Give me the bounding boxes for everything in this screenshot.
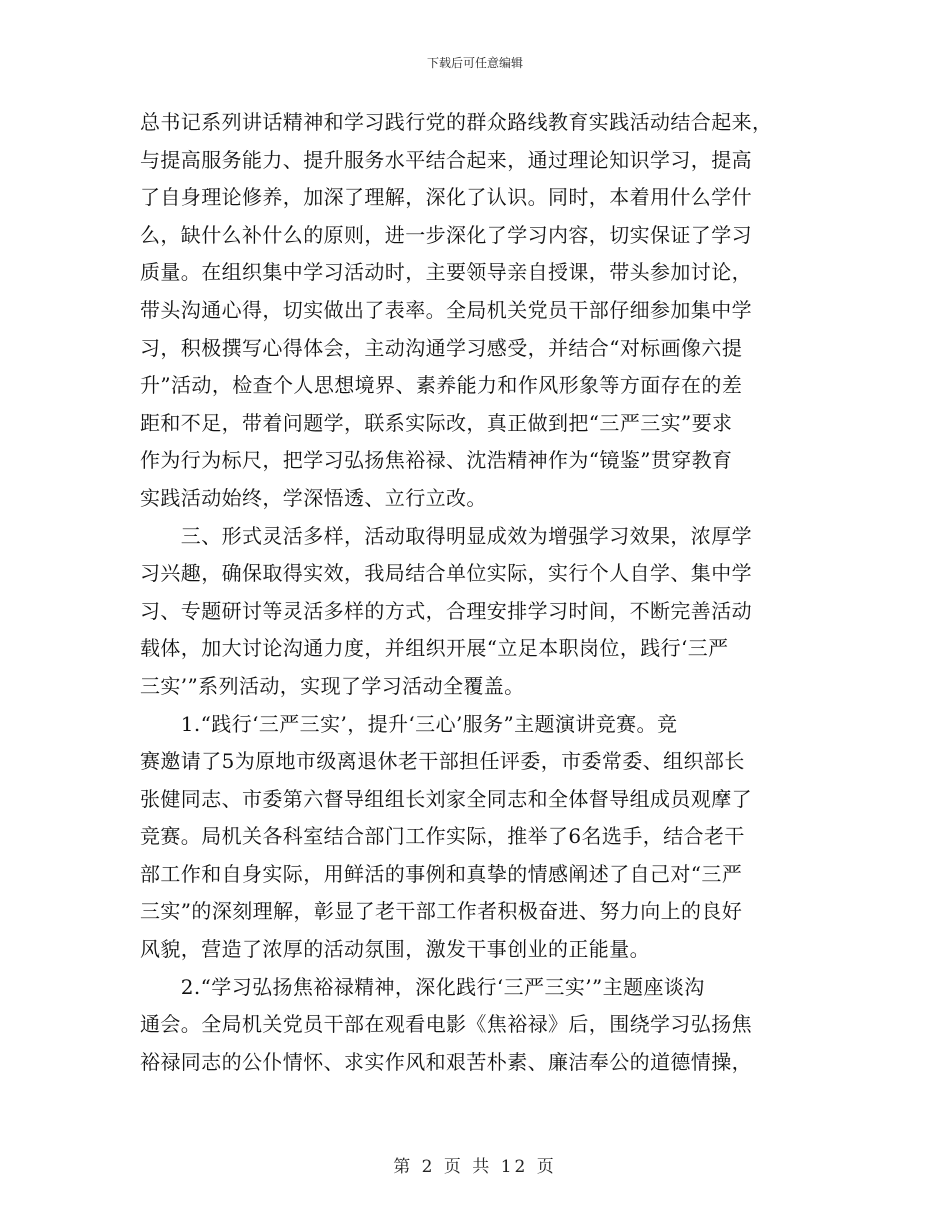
text-line: 风貌，营造了浓厚的活动氛围，激发干事创业的正能量。	[140, 937, 650, 962]
text-line: 作为行为标尺，把学习弘扬焦裕禄、沈浩精神作为“镜鉴”贯穿教育	[140, 448, 733, 473]
text-line: 距和不足，带着问题学，联系实际改，真正做到把“三严三实”要求	[140, 410, 733, 435]
text-line: 部工作和自身实际，用鲜活的事例和真挚的情感阐述了自己对“三严	[140, 861, 743, 886]
text-line: 三、形式灵活多样，活动取得明显成效为增强学习效果，浓厚学	[140, 523, 752, 548]
text-line: 竞赛。局机关各科室结合部门工作实际，推举了6名选手，结合老干	[140, 824, 745, 849]
text-line: 习兴趣，确保取得实效，我局结合单位实际，实行个人自学、集中学	[140, 561, 752, 586]
text-line: 载体，加大讨论沟通力度，并组织开展“立足本职岗位，践行‘三严	[140, 636, 729, 661]
text-line: 实践活动始终，学深悟透、立行立改。	[140, 485, 487, 510]
text-line: 总书记系列讲话精神和学习践行党的群众路线教育实践活动结合起来，	[140, 110, 773, 134]
text-line: 裕禄同志的公仆情怀、求实作风和艰苦朴素、廉洁奉公的道德情操，	[140, 1049, 752, 1074]
document-body	[140, 104, 812, 1081]
text-line: 三实’”系列活动，实现了学习活动全覆盖。	[140, 673, 525, 698]
text-line: 张健同志、市委第六督导组组长刘家全同志和全体督导组成员观摩了	[140, 786, 752, 811]
text-line: 通会。全局机关党员干部在观看电影《焦裕禄》后，围绕学习弘扬焦	[140, 1012, 752, 1037]
text-line: 与提高服务能力、提升服务水平结合起来，通过理论知识学习，提高	[140, 147, 752, 172]
text-line: 带头沟通心得，切实做出了表率。全局机关党员干部仔细参加集中学	[140, 297, 752, 322]
text-line: 么，缺什么补什么的原则，进一步深化了学习内容，切实保证了学习	[140, 222, 752, 247]
text-line: 2.“学习弘扬焦裕禄精神，深化践行‘三严三实’”主题座谈沟	[140, 974, 705, 999]
text-line: 赛邀请了5为原地市级离退休老干部担任评委，市委常委、组织部长	[140, 749, 745, 774]
text-line: 质量。在组织集中学习活动时，主要领导亲自授课，带头参加讨论，	[140, 260, 752, 285]
page-header: 下载后可任意编辑	[426, 56, 523, 70]
text-line: 习、专题研讨等灵活多样的方式，合理安排学习时间，不断完善活动	[140, 598, 752, 623]
text-line: 升”活动，检查个人思想境界、素养能力和作风形象等方面存在的差	[140, 373, 743, 398]
text-line: 1.“践行‘三严三实’，提升‘三心’服务”主题演讲竞赛。竞	[140, 711, 678, 736]
text-line: 三实”的深刻理解，彰显了老干部工作者积极奋进、努力向上的良好	[140, 899, 743, 924]
text-line: 习，积极撰写心得体会，主动沟通学习感受，并结合“对标画像六提	[140, 335, 743, 360]
text-line: 了自身理论修养，加深了理解，深化了认识。同时，本着用什么学什	[140, 185, 752, 210]
page-number-footer: 第 2 页 共 12 页	[393, 1157, 557, 1177]
